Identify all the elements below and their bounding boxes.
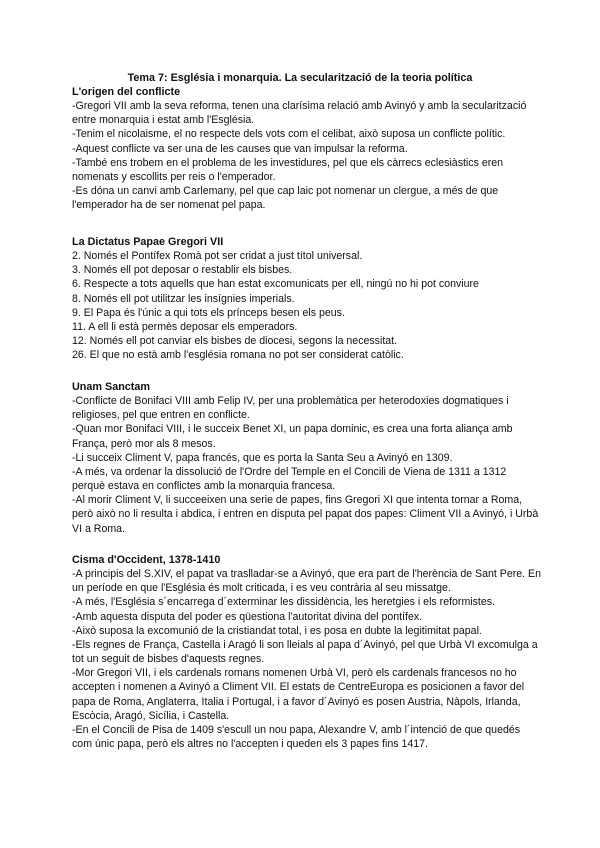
paragraph: -Mor Gregori VII, i els cardenals romans nomenen Urbà VI, però els cardenals francesos no ho accepten i nomenen a Avinyó a Climent VII. El estats de CentreEuropa es posicionen a favor del papa de Roma, Anglaterra, Italia i Portugal, i a favor d´Avinyó es posen Austria, Nàpols, Irlanda, Escòcia, Aragó, Sicília, i Castella. [72,667,525,722]
list-item: 12. Només ell pot canviar els bisbes de diocesi, segons la necessitat. [72,335,398,348]
list-item: 11. A ell li està permès deposar els emperadors. [72,320,298,333]
section-heading: Unam Sanctam [72,381,151,393]
paragraph: -Amb aquesta disputa del poder es qüestiona l'autoritat divina del pontífex. [72,610,423,623]
paragraph: -Gregori VII amb la seva reforma, tenen una clarísima relació amb Avinyó y amb la secularització entre monarquia i estat amb l'Església. [72,100,527,127]
paragraph: -A més, l'Església s´encarrega d´exterminar les dissidència, les heretgies i els reformistes. [72,596,495,609]
paragraph: -Això suposa la excomunió de la cristiandat total, i es posa en dubte la legitimitat papal. [72,624,482,637]
section-cisma-occident [72,553,542,751]
list-item: 8. Només ell pot utilitzar les insígnies imperials. [72,292,295,305]
document-title: Tema 7: Església i monarquia. La secularització de la teoria política [127,72,473,84]
paragraph: -Conflicte de Bonifaci VIII amb Felip IV, per una problemàtica per heterodoxies dogmatiques i religioses, pel que entren en conflicte. [72,395,509,422]
section-dictatus-papae [72,235,542,362]
paragraph: -Li succeix Climent V, papa francés, que es porta la Santa Seu a Avinyó en 1309. [72,451,453,464]
paragraph: -Al morir Climent V, li succeeixen una serie de papes, fins Gregori XI que intenta tornar a Roma, però això no li resulta i abdica, i entren en disputa pel papat dos papes: Climent VII a Avinyó, i Urbà VI a Roma. [72,494,539,535]
section-origen-conflicte [72,85,542,212]
paragraph: -Tenim el nicolaisme, el no respecte dels vots com el celibat, això suposa un conflicte polític. [72,128,506,141]
section-heading: La Dictatus Papae Gregori VII [72,236,224,248]
list-item: 2. Només el Pontífex Romà pot ser cridat a just títol universal. [72,250,363,263]
list-item: 3. Només ell pot deposar o restablir els bisbes. [72,264,293,277]
list-item: 26. El que no està amb l'església romana no pot ser considerat catòlic. [72,349,404,362]
paragraph: -En el Concili de Pisa de 1409 s'escull un nou papa, Alexandre V, amb l´intenció de que quedés com únic papa, però els altres no l'accepten i queden els 3 papes fins 1417. [72,723,521,751]
section-heading: L'origen del conflicte [72,86,181,98]
paragraph: -També ens trobem en el problema de les investidures, pel que els càrrecs eclesiàstics eren nomenats y escollits per reis o l'emperador. [72,156,504,183]
paragraph: -Els regnes de França, Castella i Aragó li son lleials al papa d´Avinyó, pel que Urbà VI excomulga a tot un seguit de bisbes d'aquests regnes. [72,638,538,666]
paragraph: -Es dóna un canvi amb Carlemany, pel que cap laic pot nomenar un clergue, a més de que l'emperador ha de ser nomenat pel papa. [72,185,499,212]
paragraph: -Quan mor Bonifaci VIII, i le succeix Benet XI, un papa dominic, es crea una forta aliança amb França, però mor als 8 mesos. [72,423,513,450]
section-heading: Cisma d'Occident, 1378-1410 [72,554,221,566]
paragraph: -Aquest conflicte va ser una de les causes que van impulsar la reforma. [72,142,408,155]
list-item: 9. El Papa és l'únic a qui tots els prínceps besen els peus. [72,306,345,319]
list-item: 6. Respecte a tots aquells que han estat excomunicats per ell, ningú no hi pot conviure [72,278,479,291]
paragraph: -A més, va ordenar la dissolució de l'Ordre del Temple en el Concili de Viena de 1311 a 1312 perquè estava en conflictes amb la monarquia francesa. [72,465,507,493]
paragraph: -A principis del S.XIV, el papat va traslladar-se a Avinyó, que era part de l'herència de Sant Pere. En un període en que l'Església és molt criticada, i es veu contrària al seu missatge. [72,568,542,595]
section-unam-sanctam [72,380,542,536]
